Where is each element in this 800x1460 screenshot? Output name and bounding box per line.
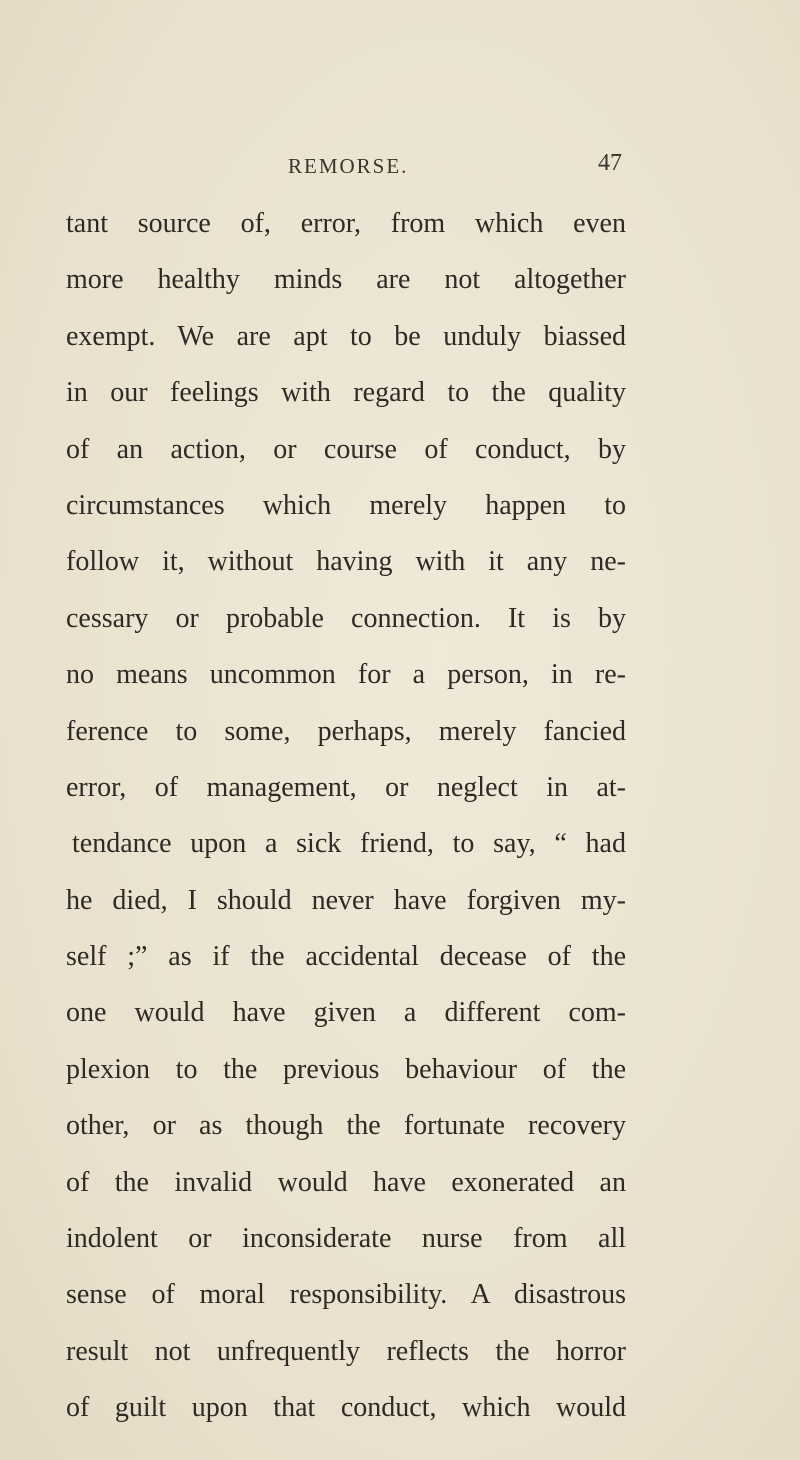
text-line: one would have given a different com- [66,997,626,1029]
page-header [288,150,688,186]
text-line: circumstances which merely happen to [66,489,626,521]
running-title: REMORSE. [288,154,409,178]
text-line: indolent or inconsiderate nurse from all [66,1223,626,1255]
text-line: error, of management, or neglect in at- [66,771,626,803]
text-line: he died, I should never have forgiven my- [66,884,626,916]
text-line: no means uncommon for a person, in re- [66,659,626,691]
text-line: cessary or probable connection. It is by [66,602,626,634]
text-line: tant source of, error, from which even [66,208,626,239]
text-line: result not unfrequently reflects the horror [66,1335,626,1367]
page-number: 47 [598,150,622,176]
text-line: plexion to the previous behaviour of the [66,1053,626,1085]
text-line: sense of moral responsibility. A disastrous [66,1279,626,1311]
text-line: ference to some, perhaps, merely fancied [66,715,626,747]
text-line: self ;” as if the accidental decease of the [66,941,626,973]
body-text [66,196,626,1437]
text-line: of the invalid would have exonerated an [66,1166,626,1198]
text-line: follow it, without having with it any ne- [66,546,626,578]
text-line: other, or as though the fortunate recovery [66,1110,626,1142]
text-line: of an action, or course of conduct, by [66,433,626,465]
text-line: more healthy minds are not altogether [66,264,626,296]
text-line: of guilt upon that conduct, which would [66,1392,626,1424]
text-line: in our feelings with regard to the quality [66,377,626,409]
text-line: exempt. We are apt to be unduly biassed [66,320,626,352]
text-line: tendance upon a sick friend, to say, “ had [72,828,626,860]
